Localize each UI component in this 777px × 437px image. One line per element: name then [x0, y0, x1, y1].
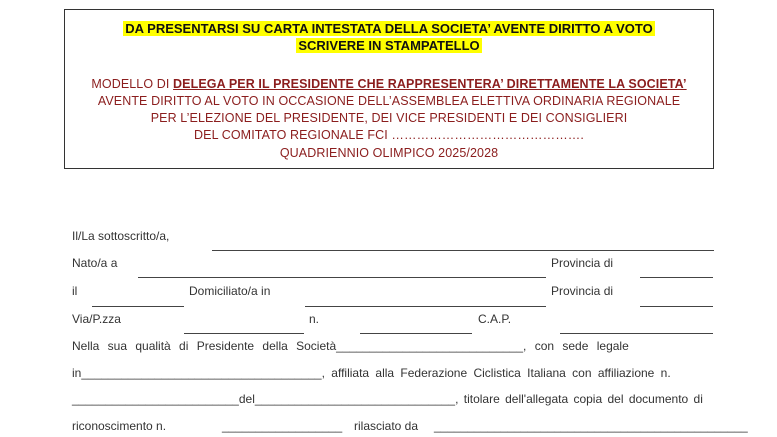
- domiciliato-label: Domiciliato/a in: [189, 284, 271, 298]
- sede-text: in____________________________________, affiliata alla Federazione Ciclistica Italiana con affiliazione n.: [72, 366, 671, 380]
- model-line-4: DEL COMITATO REGIONALE FCI ……………………………………….: [194, 128, 584, 142]
- riconoscimento-label: riconoscimento n.: [72, 419, 167, 433]
- provincia-label-1: Provincia di: [551, 256, 614, 270]
- sottoscritto-label: Il/La sottoscritto/a,: [72, 229, 170, 243]
- societa-field[interactable]: ____________________________: [336, 339, 524, 353]
- provincia-field-1[interactable]: [640, 277, 713, 278]
- model-line-3: PER L’ELEZIONE DEL PRESIDENTE, DEI VICE PRESIDENTI E DEI CONSIGLIERI: [150, 111, 628, 125]
- affiliazione-text: _________________________del______________________________, titolare dell'allegata copia del documento di: [72, 392, 703, 406]
- nato-label: Nato/a a: [72, 256, 118, 270]
- affiliazione-field[interactable]: _________________________: [72, 392, 239, 406]
- via-field[interactable]: [184, 333, 304, 334]
- numero-field[interactable]: [360, 333, 472, 334]
- sottoscritto-field[interactable]: [212, 250, 714, 251]
- qualita-text: Nella sua qualità di Presidente della Società____________________________, con sede legale: [72, 339, 629, 353]
- data-nascita-field[interactable]: [92, 306, 184, 307]
- via-label: Via/P.zza: [72, 312, 121, 326]
- rilasciato-field[interactable]: _______________________________________________: [434, 419, 748, 433]
- il-label: il: [72, 284, 78, 298]
- header-box: [64, 9, 714, 169]
- cap-field[interactable]: [560, 333, 713, 334]
- provincia-label-2: Provincia di: [551, 284, 614, 298]
- model-line-5: QUADRIENNIO OLIMPICO 2025/2028: [279, 146, 499, 160]
- domiciliato-field[interactable]: [305, 306, 546, 307]
- documento-field[interactable]: __________________: [222, 419, 343, 433]
- model-title: MODELLO DI DELEGA PER IL PRESIDENTE CHE RAPPRESENTERA’ DIRETTAMENTE LA SOCIETA’: [91, 77, 687, 91]
- cap-label: C.A.P.: [478, 312, 512, 326]
- numero-label: n.: [309, 312, 320, 326]
- provincia-field-2[interactable]: [640, 306, 713, 307]
- rilasciato-label: rilasciato da: [354, 419, 419, 433]
- instruction-line-2: SCRIVERE IN STAMPATELLO: [298, 38, 480, 53]
- del-field[interactable]: ______________________________: [254, 392, 456, 406]
- model-line-2: AVENTE DIRITTO AL VOTO IN OCCASIONE DELL’ASSEMBLEA ELETTIVA ORDINARIA REGIONALE: [97, 94, 681, 108]
- nato-field[interactable]: [138, 277, 546, 278]
- instruction-line-1: DA PRESENTARSI SU CARTA INTESTATA DELLA SOCIETA’ AVENTE DIRITTO A VOTO: [125, 21, 653, 36]
- sede-field[interactable]: ____________________________________: [81, 366, 322, 380]
